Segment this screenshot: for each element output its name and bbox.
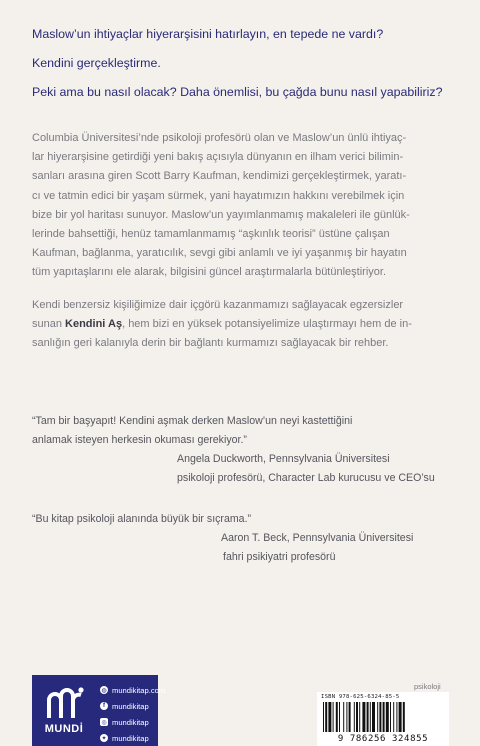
quote-source-title: fahri psikiyatri profesörü <box>223 551 336 563</box>
publisher-name: MUNDİ <box>44 723 84 735</box>
publisher-block <box>32 675 166 746</box>
barcode-bar <box>325 702 327 732</box>
description-paragraph-1 <box>32 129 452 283</box>
barcode-block <box>317 692 449 746</box>
mundi-logo-icon <box>45 684 85 720</box>
quote-text: “Bu kitap psikoloji alanında büyük bir sıçrama.” <box>32 513 252 525</box>
barcode-bars <box>321 702 445 734</box>
barcode-bar <box>370 702 371 732</box>
paragraph-line: Kaufman, bağlanma, yaratıcılık, sevgi gibi anlamlı ve iyi yaşanmış bir hayatın <box>32 247 407 260</box>
barcode-bar <box>379 702 381 732</box>
facebook-icon: f <box>100 702 108 710</box>
barcode-bar <box>403 702 405 732</box>
paragraph-line: bize bir yol haritası sunuyor. Maslow’un yayımlanmamış makaleleri ile günlük- <box>32 208 410 221</box>
book-title: Kendini Aş <box>65 318 123 331</box>
paragraph-line: cı ve tatmin edici bir yaşam sürmek, yani hayatımızın hakkını verebilmek için <box>32 189 405 202</box>
headline-question-2: Peki ama bu nasıl olacak? Daha önemlisi, bu çağda bunu nasıl yapabiliriz? <box>32 85 443 99</box>
barcode-bar <box>386 702 389 732</box>
description-paragraph-2 <box>32 296 452 354</box>
endorsement-2 <box>32 510 456 567</box>
barcode-bar <box>333 702 334 732</box>
headline-question-1: Maslow’un ihtiyaçlar hiyerarşisini hatırlayın, en tepede ne vardı? <box>32 27 384 41</box>
quote-source: Aaron T. Beck, Pennsylvania Üniversitesi <box>221 532 414 544</box>
facebook-link[interactable]: f mundikitap <box>100 698 165 714</box>
barcode-bar <box>339 702 340 732</box>
quote-text: anlamak isteyen herkesin okuması gerekiyor.” <box>32 434 247 446</box>
barcode-bar <box>328 702 331 732</box>
paragraph-line: Columbia Üniversitesi’nde psikoloji profesörü olan ve Maslow’un ünlü ihtiyaç- <box>32 132 407 144</box>
isbn-text: ISBN 978-625-6324-85-5 <box>321 694 400 700</box>
globe-icon: ◍ <box>101 687 107 694</box>
category-label: psikoloji <box>414 682 441 691</box>
paragraph-line: sanları arasına giren Scott Barry Kaufman, kendimizi gerçekleştirmek, yaratı- <box>32 170 407 183</box>
barcode-bar <box>323 702 324 732</box>
instagram-icon: ◎ <box>101 719 107 726</box>
quote-source: Angela Duckworth, Pennsylvania Üniversitesi <box>177 453 390 465</box>
twitter-icon: ✦ <box>101 735 107 742</box>
endorsement-1 <box>32 412 456 488</box>
barcode-bar <box>372 702 375 732</box>
barcode-bar <box>359 702 360 732</box>
paragraph-line: Kendi benzersiz kişiliğimize dair içgörü kazanmamızı sağlayacak egzersizler <box>32 299 404 311</box>
paragraph-line: sanlığın geri kalanıyla derin bir bağlantı kurmamızı sağlayacak bir rehber. <box>32 337 389 350</box>
barcode-bar <box>399 702 402 732</box>
barcode-bar <box>362 702 365 732</box>
barcode-bar <box>336 702 338 732</box>
barcode-bar <box>377 702 378 732</box>
barcode-bar <box>393 702 394 732</box>
paragraph-line: sunan Kendini Aş, hem bizi en yüksek potansiyelimize ulaştırmayı hem de in- <box>32 318 412 331</box>
barcode-bar <box>356 702 358 732</box>
paragraph-line: lar hiyerarşisine getirdiği yeni bakış açısıyla dünyanın en ilham verici bilimin- <box>32 151 404 164</box>
barcode-bar <box>349 702 351 732</box>
barcode-number: 9 786256 324855 <box>337 734 429 744</box>
headline-answer: Kendini gerçekleştirme. <box>32 56 161 70</box>
barcode-bar <box>383 702 385 732</box>
barcode-bar <box>396 702 397 732</box>
paragraph-line: tüm yapıtaşlarını ele alarak, bilgisini güncel araştırmalarla bütünleştiriyor. <box>32 266 386 279</box>
barcode-bar <box>390 702 391 732</box>
barcode-bar <box>346 702 347 732</box>
quote-source-title: psikoloji profesörü, Character Lab kurucusu ve CEO’su <box>177 472 435 484</box>
social-links <box>100 682 165 746</box>
instagram-link[interactable]: ◎ mundikitap <box>101 717 149 727</box>
website-link[interactable]: ◍ mundikitap.com <box>101 685 166 695</box>
barcode-bar <box>343 702 344 732</box>
barcode-bar <box>367 702 369 732</box>
quote-text: “Tam bir başyapıt! Kendini aşmak derken Maslow’un neyi kastettiğini <box>32 415 353 427</box>
paragraph-line: lerinde bahsettiği, henüz tamamlanmamış “aşkınlık teorisi” üstüne çalışan <box>32 228 390 241</box>
barcode-bar <box>354 702 355 732</box>
twitter-link[interactable]: ✦ mundikitap <box>101 733 149 743</box>
